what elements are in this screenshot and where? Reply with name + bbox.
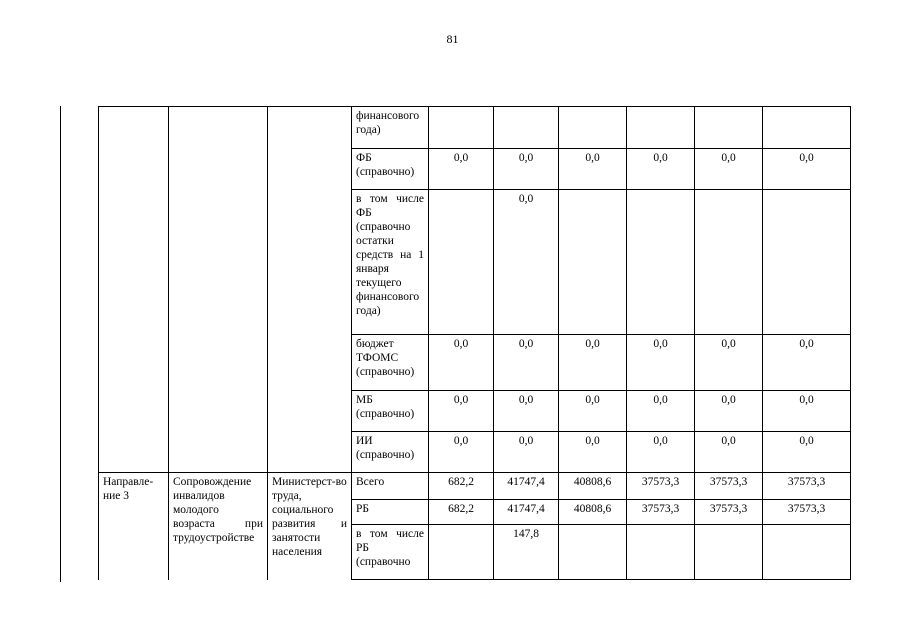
source-cell: ИИ (справочно) bbox=[352, 432, 429, 473]
value-cell: 37573,3 bbox=[695, 500, 763, 525]
source-cell: МБ (справочно) bbox=[352, 391, 429, 432]
value-cell: 0,0 bbox=[559, 149, 627, 190]
value-cell: 0,0 bbox=[494, 335, 559, 391]
source-cell: РБ bbox=[352, 500, 429, 525]
value-cell: 0,0 bbox=[429, 432, 494, 473]
value-cell: 0,0 bbox=[695, 149, 763, 190]
value-cell: 147,8 bbox=[494, 525, 559, 580]
source-cell: ФБ (справочно) bbox=[352, 149, 429, 190]
value-cell: 0,0 bbox=[494, 432, 559, 473]
value-cell: 37573,3 bbox=[763, 500, 851, 525]
value-cell: 0,0 bbox=[627, 149, 695, 190]
value-cell bbox=[559, 525, 627, 580]
value-cell bbox=[695, 190, 763, 335]
value-cell bbox=[494, 107, 559, 149]
source-cell: финансового года) bbox=[352, 107, 429, 149]
source-cell: в том числе РБ (справочно bbox=[352, 525, 429, 580]
value-cell: 0,0 bbox=[627, 432, 695, 473]
value-cell: 0,0 bbox=[627, 391, 695, 432]
source-cell: Всего bbox=[352, 473, 429, 500]
value-cell: 40808,6 bbox=[559, 500, 627, 525]
value-cell bbox=[627, 190, 695, 335]
value-cell: 37573,3 bbox=[695, 473, 763, 500]
value-cell: 0,0 bbox=[695, 391, 763, 432]
value-cell bbox=[559, 107, 627, 149]
value-cell bbox=[559, 190, 627, 335]
value-cell bbox=[695, 107, 763, 149]
value-cell: 682,2 bbox=[429, 473, 494, 500]
value-cell: 0,0 bbox=[429, 335, 494, 391]
value-cell: 682,2 bbox=[429, 500, 494, 525]
name-cell-empty bbox=[169, 107, 268, 473]
source-cell: бюджет ТФОМС (справочно) bbox=[352, 335, 429, 391]
value-cell: 40808,6 bbox=[559, 473, 627, 500]
value-cell: 0,0 bbox=[763, 149, 851, 190]
executor-cell-empty bbox=[268, 107, 352, 473]
value-cell: 0,0 bbox=[763, 391, 851, 432]
value-cell: 0,0 bbox=[559, 391, 627, 432]
value-cell bbox=[763, 107, 851, 149]
value-cell: 0,0 bbox=[429, 149, 494, 190]
table-row bbox=[99, 473, 851, 500]
value-cell: 0,0 bbox=[763, 335, 851, 391]
value-cell: 37573,3 bbox=[763, 473, 851, 500]
value-cell: 0,0 bbox=[559, 432, 627, 473]
value-cell: 0,0 bbox=[494, 391, 559, 432]
left-column-rule bbox=[60, 106, 61, 582]
value-cell: 0,0 bbox=[494, 190, 559, 335]
value-cell: 0,0 bbox=[494, 149, 559, 190]
direction-name: Сопровождение инвалидов молодого возраста при трудоустройстве bbox=[169, 473, 268, 580]
page-number: 81 bbox=[446, 32, 459, 46]
value-cell: 41747,4 bbox=[494, 500, 559, 525]
value-cell: 0,0 bbox=[763, 432, 851, 473]
value-cell bbox=[429, 525, 494, 580]
source-cell: в том числе ФБ (справочно остатки средств на 1 января текущего финансового года) bbox=[352, 190, 429, 335]
value-cell: 0,0 bbox=[695, 432, 763, 473]
value-cell bbox=[763, 525, 851, 580]
value-cell: 37573,3 bbox=[627, 500, 695, 525]
direction-label: Направле-ние 3 bbox=[99, 473, 169, 580]
value-cell: 37573,3 bbox=[627, 473, 695, 500]
value-cell bbox=[763, 190, 851, 335]
value-cell bbox=[429, 107, 494, 149]
budget-table bbox=[98, 106, 851, 580]
value-cell: 0,0 bbox=[627, 335, 695, 391]
value-cell: 0,0 bbox=[429, 391, 494, 432]
direction-executor: Министерст-во труда, социального развития и занятости населения bbox=[268, 473, 352, 580]
table-row bbox=[99, 107, 851, 149]
value-cell bbox=[627, 525, 695, 580]
value-cell bbox=[627, 107, 695, 149]
value-cell bbox=[695, 525, 763, 580]
value-cell: 41747,4 bbox=[494, 473, 559, 500]
direction-cell-empty bbox=[99, 107, 169, 473]
value-cell: 0,0 bbox=[559, 335, 627, 391]
value-cell bbox=[429, 190, 494, 335]
value-cell: 0,0 bbox=[695, 335, 763, 391]
